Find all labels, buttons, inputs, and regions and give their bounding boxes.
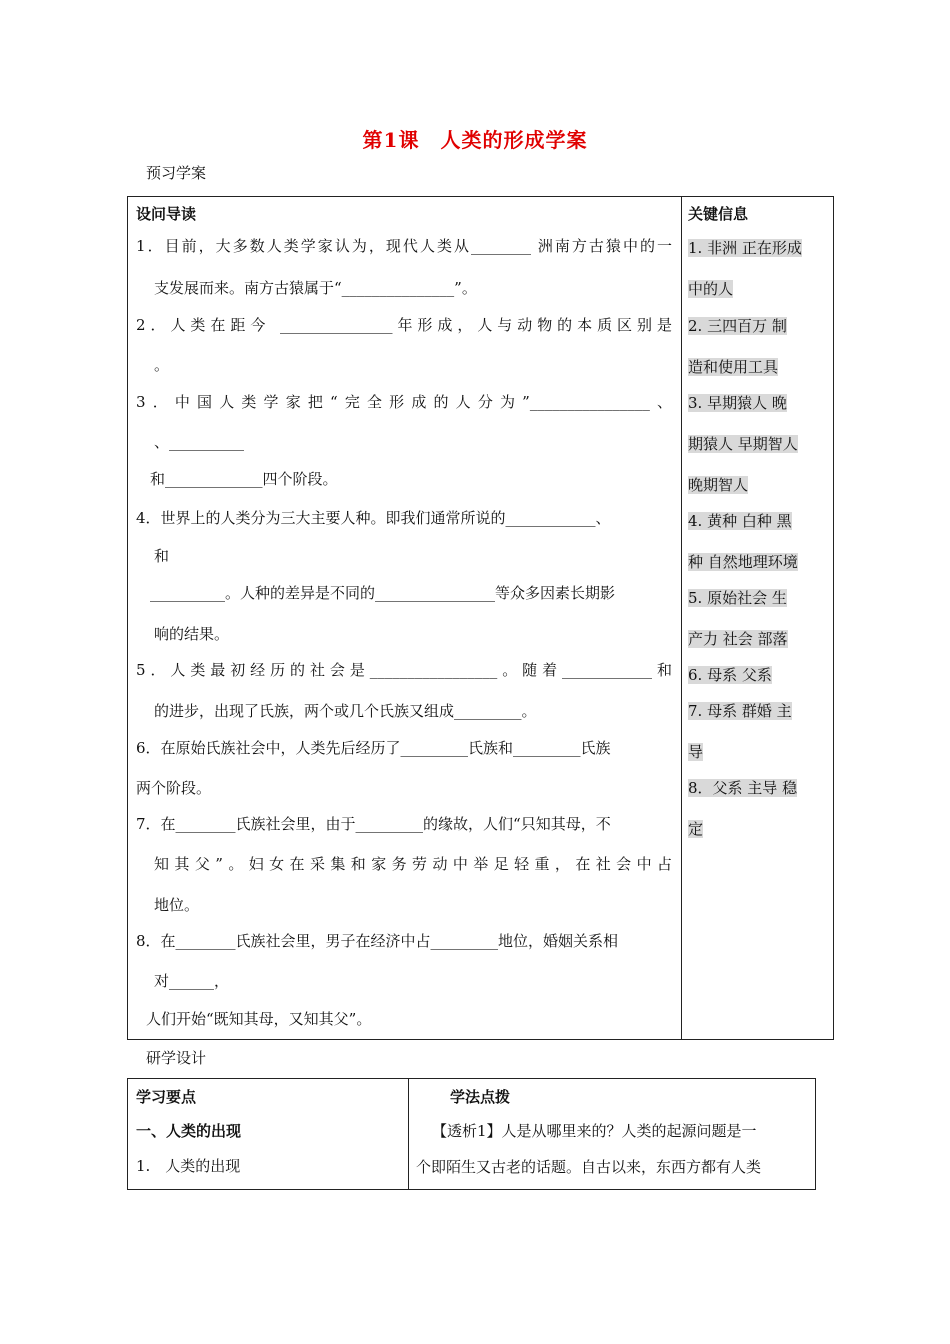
guide-line: 1．目前，大多数人类学家认为，现代人类从________ 洲南方古猿中的一 [136, 237, 672, 255]
guide-line: 人们开始“既知其母，又知其父”。 [146, 1010, 372, 1028]
guide-line: 。 [154, 356, 170, 374]
study-point-line: 1. 人类的出现 [136, 1157, 241, 1175]
guide-line: 响的结果。 [154, 625, 230, 643]
guide-line: 和_____________四个阶段。 [150, 470, 338, 488]
guide-header: 设问导读 [136, 205, 197, 223]
guide-line: 7．在________氏族社会里，由于_________的缘故，人们“只知其母，不 [136, 815, 611, 833]
key-info-line: 导 [688, 743, 704, 761]
key-info-line: 6. 母系 父系 [688, 666, 772, 684]
guide-line: 两个阶段。 [136, 779, 212, 797]
section-heading: 一、人类的出现 [136, 1122, 242, 1140]
key-info-line: 1. 非洲 正在形成 [688, 239, 802, 257]
key-info-line: 3. 早期猿人 晚 [688, 394, 787, 412]
guide-line: 4．世界上的人类分为三大主要人种。即我们通常所说的____________、 [136, 509, 611, 527]
method-line: 【透析1】人是从哪里来的？人类的起源问题是一 [432, 1122, 757, 1140]
study-points-header: 学习要点 [136, 1088, 197, 1106]
method-line: 个即陌生又古老的话题。自古以来，东西方都有人类 [416, 1158, 762, 1176]
research-label: 研学设计 [146, 1049, 207, 1067]
preview-table [127, 196, 834, 1040]
guide-line: 8．在________氏族社会里，男子在经济中占_________地位，婚姻关系相 [136, 932, 619, 950]
guide-line: 2．人类在距今 _______________年形成，人与动物的本质区别是 [136, 316, 672, 334]
guide-line: 6．在原始氏族社会中，人类先后经历了_________氏族和_________氏族 [136, 739, 611, 757]
key-info-line: 5. 原始社会 生 [688, 589, 787, 607]
key-info-header: 关键信息 [688, 205, 749, 223]
key-info-line: 造和使用工具 [688, 358, 779, 376]
guide-line: 知其父”。妇女在采集和家务劳动中举足轻重，在社会中占 [154, 855, 672, 873]
key-info-line: 期猿人 早期智人 [688, 435, 798, 453]
guide-line: 的进步，出现了氏族，两个或几个氏族又组成_________。 [154, 702, 537, 720]
key-info-line: 晚期智人 [688, 476, 749, 494]
guide-line: 支发展而来。南方古猿属于“_______________”。 [154, 279, 477, 297]
key-info-line: 4. 黄种 白种 黑 [688, 512, 792, 530]
key-info-line: 种 自然地理环境 [688, 553, 798, 571]
key-info-line: 7. 母系 群婚 主 [688, 702, 792, 720]
key-info-line: 2. 三四百万 制 [688, 317, 787, 335]
preview-label: 预习学案 [146, 164, 207, 182]
guide-line: 和 [154, 547, 170, 565]
key-info-line: 产力 社会 部落 [688, 630, 788, 648]
key-info-line: 中的人 [688, 280, 734, 298]
guide-line: 对______， [154, 972, 230, 990]
key-info-line: 8．父系 主导 稳 [688, 779, 798, 797]
method-header: 学法点拨 [450, 1088, 511, 1106]
key-info-line: 定 [688, 820, 704, 838]
research-table [127, 1078, 816, 1190]
guide-line: 5．人类最初经历的社会是_________________。随着____________和 [136, 661, 672, 679]
guide-line: 3．中国人类学家把“完全形成的人分为”________________、 [136, 393, 672, 411]
table-divider [408, 1079, 409, 1189]
table-divider [681, 197, 682, 1039]
guide-line: 、__________ [154, 433, 245, 451]
guide-line: 地位。 [154, 896, 200, 914]
page-title: 第1课 人类的形成学案 [362, 128, 588, 152]
guide-line: __________。人种的差异是不同的________________等众多因素长期影 [150, 584, 616, 602]
